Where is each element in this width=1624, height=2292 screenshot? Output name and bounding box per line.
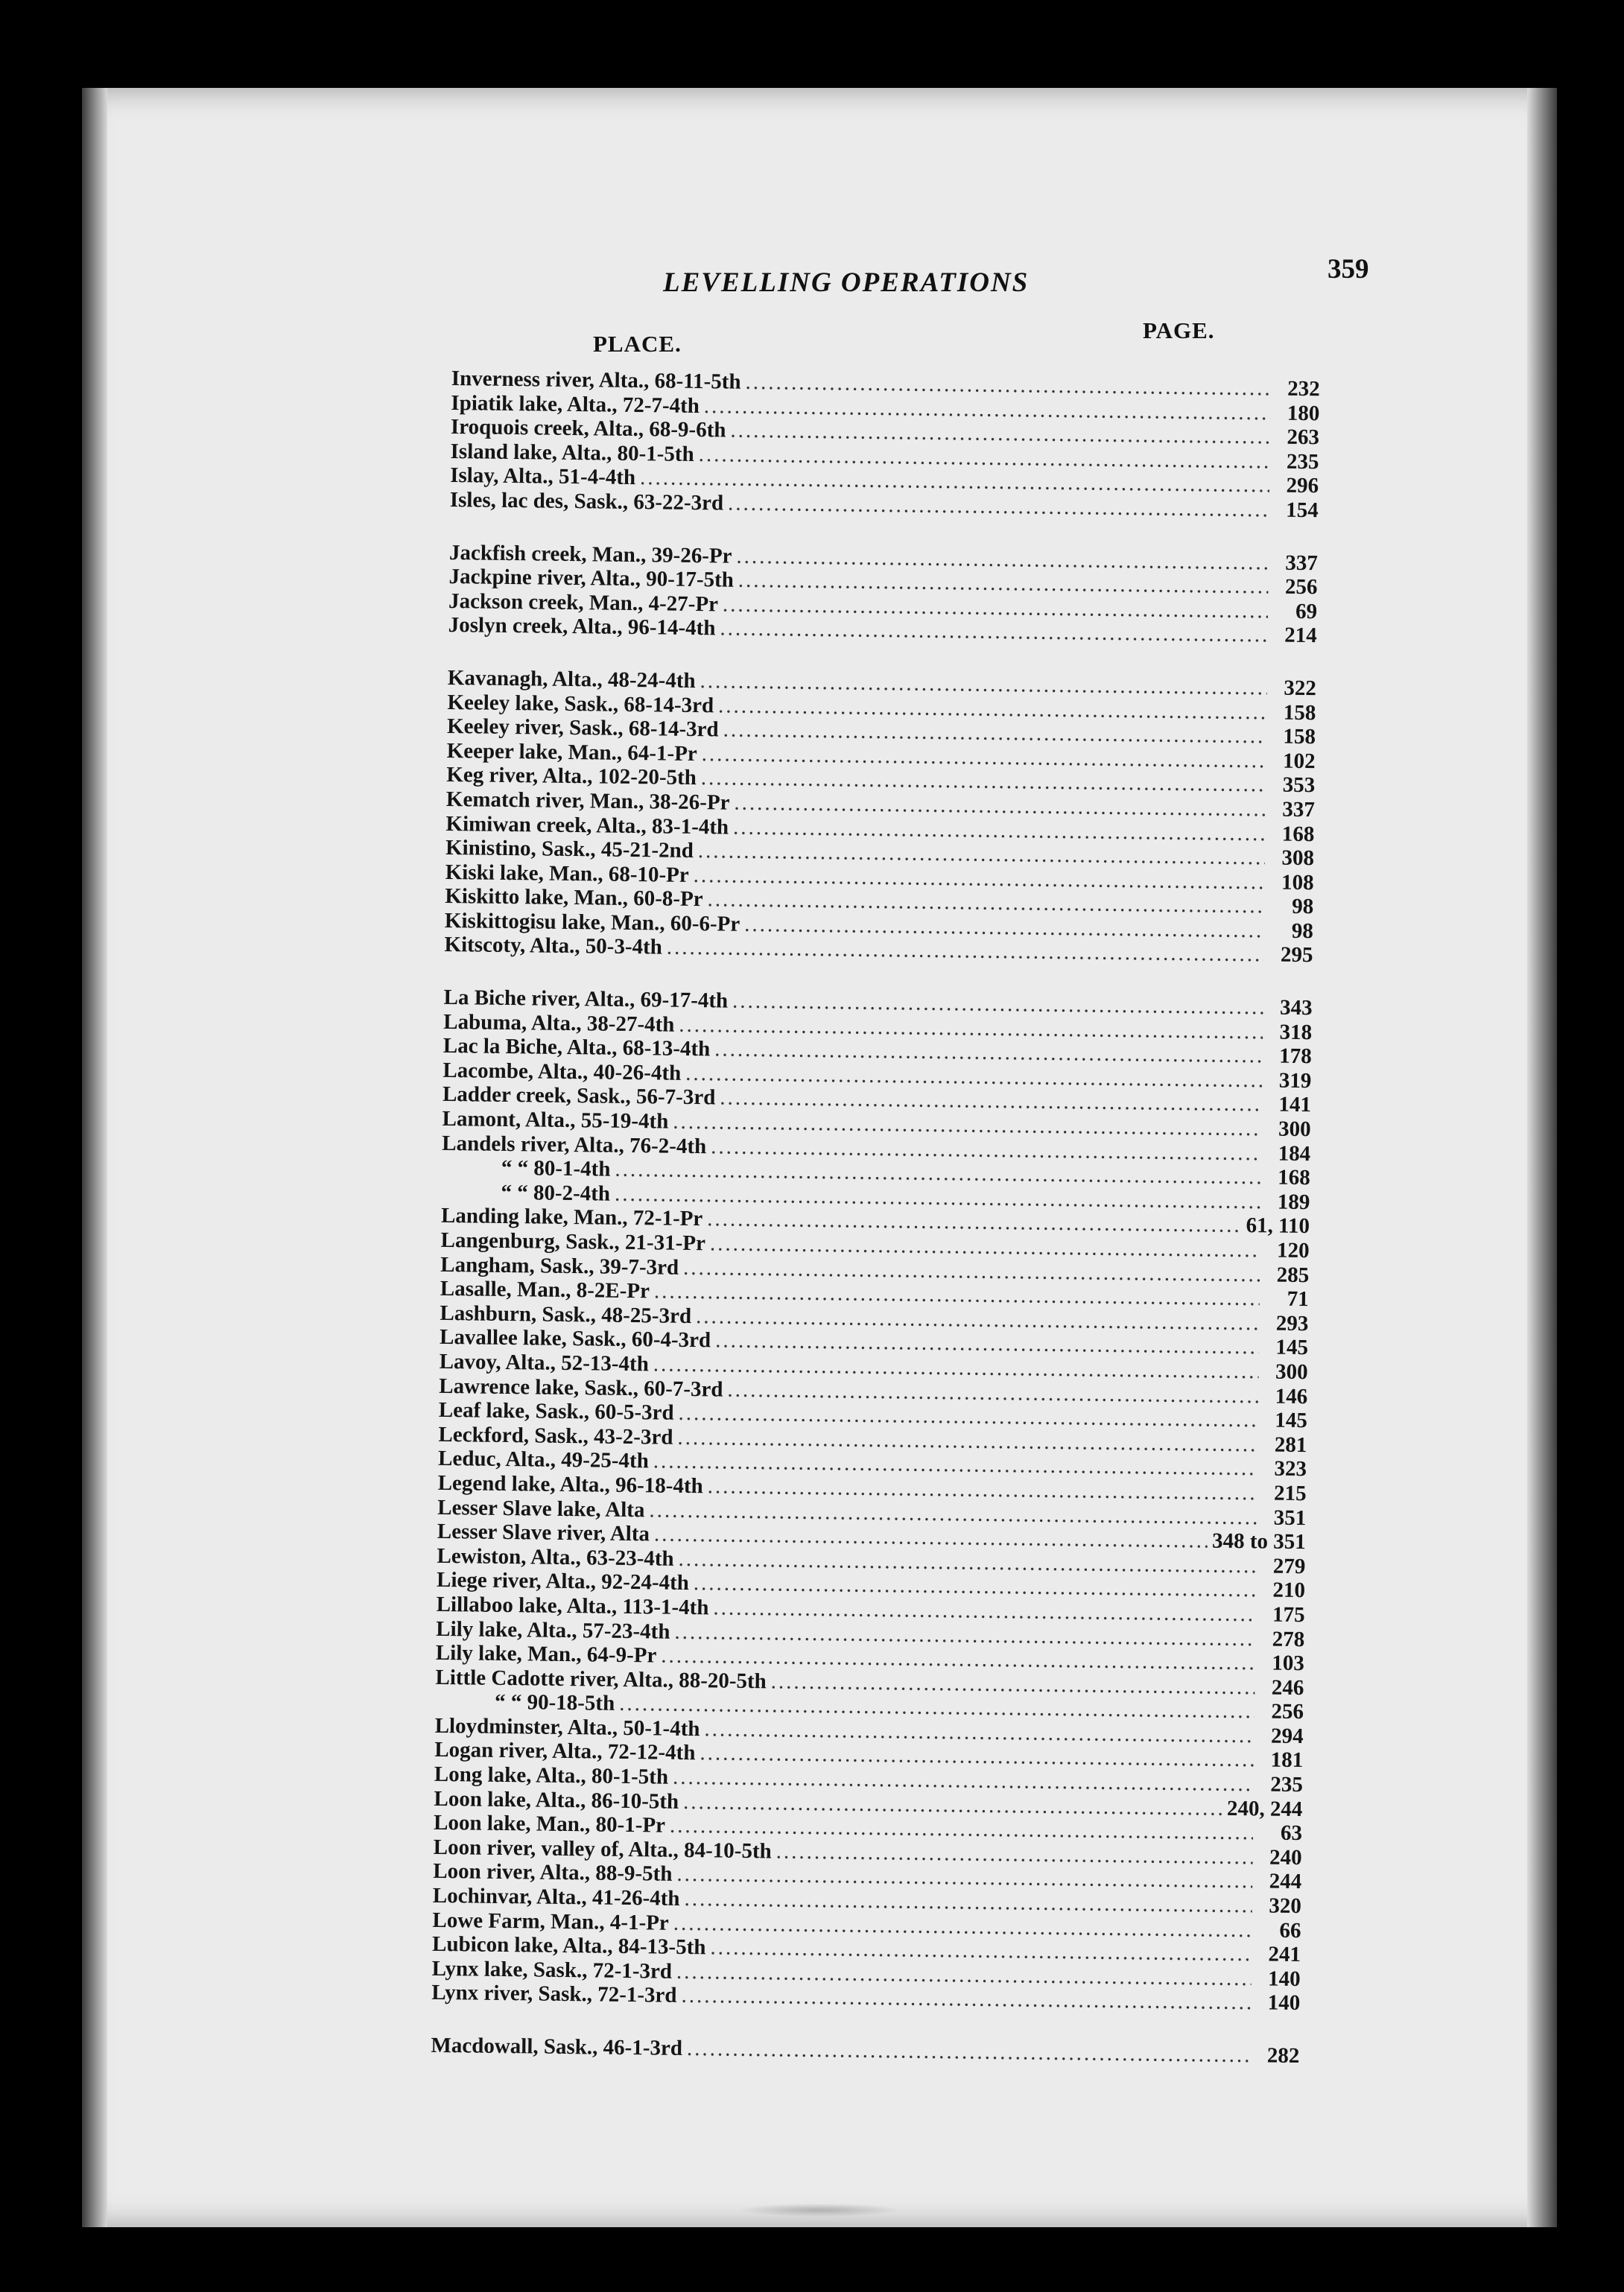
entry-place: Kinistino, Sask., 45-21-2nd [445,836,694,863]
entry-place: Lubicon lake, Alta., 84-13-5th [431,1932,706,1960]
entry-page: 98 [1291,918,1314,944]
entry-place: Lavallee lake, Sask., 60-4-3rd [439,1325,711,1353]
entry-page: 295 [1280,943,1313,968]
entry-place: Island lake, Alta., 80-1-5th [450,439,694,466]
entry-place: Lowe Farm, Man., 4-1-Pr [432,1908,670,1935]
entry-page: 61, 110 [1246,1213,1310,1239]
entry-group [431,2034,1299,2069]
entry-place: Kiskittogisu lake, Man., 60-6-Pr [444,908,740,936]
entry-place: Kiski lake, Man., 68-10-Pr [445,860,689,887]
entry-place: Lashburn, Sask., 48-25-3rd [440,1301,692,1328]
entry-place: Loon lake, Alta., 86-10-5th [434,1786,679,1814]
entry-place: Kematch river, Man., 38-26-Pr [445,787,730,815]
entry-place: “ “ 80-2-4th [501,1180,611,1206]
entry-place: Lloydminster, Alta., 50-1-4th [434,1713,700,1742]
entry-page: 215 [1273,1481,1307,1506]
entry-page: 323 [1274,1456,1307,1482]
entry-place: Kavanagh, Alta., 48-24-4th [447,665,696,693]
entry-page: 244 [1269,1870,1302,1894]
scan-smudge [738,2203,901,2217]
entry-page: 348 to 351 [1211,1528,1306,1555]
entry-page: 300 [1275,1359,1308,1385]
entry-group [444,666,1316,968]
entry-page: 108 [1281,870,1314,895]
column-heading-place: PLACE. [593,331,682,357]
entry-page: 353 [1282,772,1316,798]
entry-place: Keeper lake, Man., 64-1-Pr [446,738,697,766]
entry-page: 175 [1272,1602,1305,1628]
entry-page: 285 [1276,1263,1310,1287]
dot-leader [687,2037,1251,2068]
entry-group [450,366,1320,523]
entry-page: 278 [1272,1627,1305,1651]
entry-place: Lynx river, Sask., 72-1-3rd [431,1981,677,2008]
entry-page: 141 [1278,1093,1312,1117]
entry-page: 296 [1286,474,1319,498]
entry-page: 235 [1286,449,1319,474]
entry-place: Liege river, Alta., 92-24-4th [436,1568,690,1596]
entry-page: 140 [1267,1966,1301,1991]
entry-page: 210 [1272,1578,1306,1603]
entry-place: Labuma, Alta., 38-27-4th [443,1009,675,1037]
entry-group [431,985,1313,2016]
entry-place: Lillaboo lake, Alta., 113-1-4th [436,1592,709,1620]
entry-page: 69 [1295,599,1318,623]
entry-page: 184 [1278,1141,1311,1166]
entry-place: Keeley lake, Sask., 68-14-3rd [447,690,714,717]
entry-place: Lasalle, Man., 8-2E-Pr [440,1277,650,1304]
entry-place: Macdowall, Sask., 46-1-3rd [431,2033,683,2060]
entry-place: Landing lake, Man., 72-1-Pr [440,1204,703,1231]
entry-page: 158 [1283,700,1316,725]
entry-page: 320 [1269,1893,1302,1919]
entry-place: Leduc, Alta., 49-25-4th [437,1447,650,1473]
entry-place: Little Cadotte river, Alta., 88-20-5th [435,1665,767,1693]
index-entry [431,2034,1299,2069]
entry-place: Langenburg, Sask., 21-31-Pr [440,1228,706,1256]
entry-page: 98 [1292,895,1314,919]
entry-page: 294 [1270,1724,1304,1748]
entry-page: 319 [1278,1068,1312,1093]
entry-place: Keg river, Alta., 102-20-5th [446,763,697,790]
entry-page: 145 [1275,1408,1307,1433]
entry-place: Leaf lake, Sask., 60-5-3rd [438,1398,674,1425]
entry-place: Lacombe, Alta., 40-26-4th [443,1058,682,1085]
entry-place: “ “ 90-18-5th [494,1690,615,1716]
entry-place: Lynx lake, Sask., 72-1-3rd [431,1956,673,1984]
entry-page: 241 [1268,1942,1301,1967]
entry-place: Lawrence lake, Sask., 60-7-3rd [439,1374,723,1402]
entry-page: 154 [1286,498,1319,523]
entry-page: 293 [1275,1311,1309,1336]
entry-place: Lily lake, Man., 64-9-Pr [435,1640,657,1668]
entry-page: 120 [1276,1238,1310,1263]
entry-place: “ “ 80-1-4th [501,1156,611,1181]
entry-place: Kitscoty, Alta., 50-3-4th [444,933,663,959]
entry-page: 300 [1278,1117,1311,1142]
entry-place: Lesser Slave river, Alta [437,1520,650,1546]
entry-page: 235 [1270,1772,1304,1797]
entry-page: 63 [1280,1820,1303,1846]
entry-place: Ipiatik lake, Alta., 72-7-4th [451,390,700,418]
entry-place: Lily lake, Alta., 57-23-4th [436,1616,670,1644]
index-entries [431,366,1320,2097]
entry-page: 189 [1277,1190,1310,1214]
entry-page: 71 [1287,1286,1309,1312]
entry-place: Inverness river, Alta., 68-11-5th [451,366,741,394]
entry-page: 282 [1266,2043,1300,2069]
entry-page: 279 [1272,1554,1306,1578]
entry-page: 178 [1279,1044,1312,1069]
entry-page: 343 [1279,995,1313,1020]
entry-place: Loon river, valley of, Alta., 84-10-5th [433,1835,772,1864]
entry-page: 308 [1281,845,1315,871]
entry-place: Lesser Slave lake, Alta [437,1495,645,1522]
entry-place: Iroquois creek, Alta., 68-9-6th [450,415,726,442]
entry-page: 240 [1269,1845,1302,1870]
entry-place: Jackfish creek, Man., 39-26-Pr [448,540,732,568]
entry-place: Jackson creek, Man., 4-27-Pr [448,588,719,617]
entry-place: Kimiwan creek, Alta., 83-1-4th [445,811,729,839]
entry-place: Leckford, Sask., 43-2-3rd [438,1422,673,1450]
entry-place: Logan river, Alta., 72-12-4th [434,1738,696,1765]
entry-page: 337 [1285,550,1319,575]
entry-place: Joslyn creek, Alta., 96-14-4th [448,613,716,641]
entry-page: 232 [1287,376,1320,401]
entry-page: 140 [1267,1990,1301,2016]
entry-place: Lamont, Alta., 55-19-4th [442,1106,669,1134]
entry-page: 351 [1273,1505,1307,1530]
entry-page: 146 [1275,1384,1308,1409]
entry-place: Jackpine river, Alta., 90-17-5th [448,565,735,592]
entry-page: 158 [1283,724,1316,749]
entry-page: 145 [1275,1335,1309,1360]
column-heading-page: PAGE. [1143,317,1215,343]
page-number: 359 [1328,254,1369,285]
entry-place: Loon river, Alta., 88-9-5th [433,1859,673,1887]
entry-place: Isles, lac des, Sask., 63-22-3rd [449,487,724,515]
entry-page: 337 [1282,797,1316,822]
entry-place: Lewiston, Alta., 63-23-4th [437,1543,674,1571]
entry-page: 281 [1274,1432,1307,1457]
entry-place: Loon lake, Man., 80-1-Pr [433,1811,666,1838]
entry-place: Ladder creek, Sask., 56-7-3rd [442,1082,716,1110]
entry-page: 256 [1284,574,1318,600]
entry-place: Keeley river, Sask., 68-14-3rd [446,714,719,742]
entry-place: Islay, Alta., 51-4-4th [450,463,636,490]
page-edge [1527,88,1557,2227]
entry-page: 180 [1287,401,1320,425]
entry-page: 66 [1279,1918,1301,1943]
entry-place: Landels river, Alta., 76-2-4th [442,1131,707,1158]
entry-place: Lochinvar, Alta., 41-26-4th [432,1883,680,1911]
entry-page: 102 [1282,749,1316,773]
entry-place: La Biche river, Alta., 69-17-4th [443,985,729,1013]
entry-page: 256 [1271,1699,1304,1724]
entry-page: 214 [1284,623,1317,648]
entry-page: 263 [1287,425,1320,450]
entry-page: 246 [1271,1675,1304,1700]
entry-place: Kiskitto lake, Man., 60-8-Pr [445,884,703,912]
running-header: LEVELLING OPERATIONS [663,267,1030,298]
entry-place: Legend lake, Alta., 96-18-4th [437,1470,703,1499]
page-gutter [82,88,107,2227]
entry-place: Lavoy, Alta., 52-13-4th [439,1349,650,1377]
entry-page: 168 [1278,1165,1310,1190]
entry-place: Long lake, Alta., 80-1-5th [434,1762,669,1789]
entry-page: 103 [1272,1651,1305,1676]
entry-page: 318 [1279,1020,1313,1044]
entry-page: 181 [1270,1748,1304,1773]
book-page [82,88,1557,2227]
entry-group [448,541,1319,649]
entry-place: Langham, Sask., 39-7-3rd [440,1252,679,1280]
entry-page: 168 [1281,822,1315,846]
entry-page: 240, 244 [1226,1796,1303,1821]
entry-page: 322 [1284,676,1317,701]
entry-place: Lac la Biche, Alta., 68-13-4th [443,1034,711,1061]
